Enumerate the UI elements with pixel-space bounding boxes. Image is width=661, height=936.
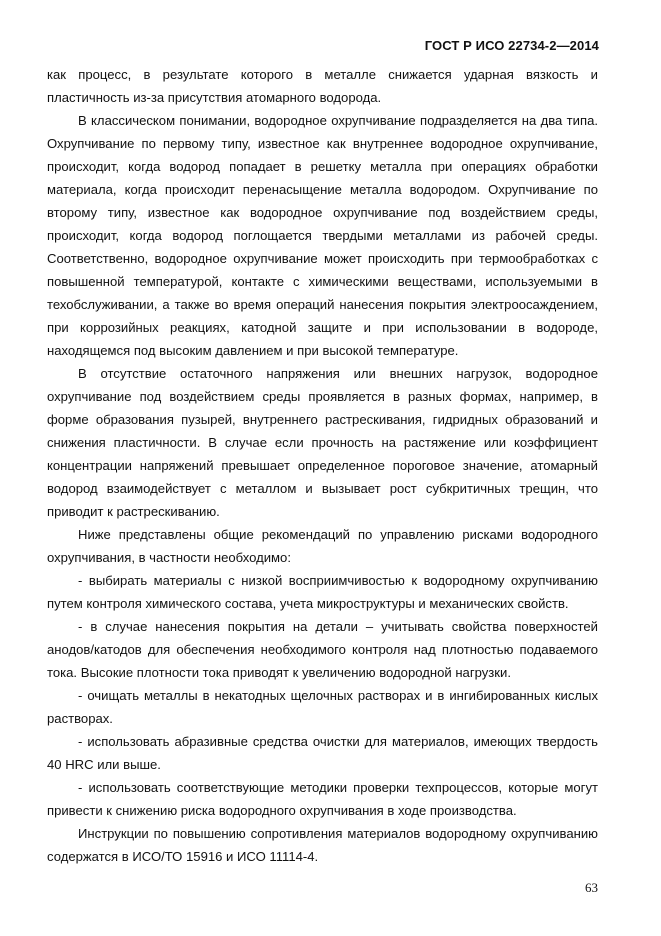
document-header-title: ГОСТ Р ИСО 22734-2—2014 [424, 38, 599, 53]
list-item-abrasive: - использовать абразивные средства очистки для материалов, имеющих твердость 40 HRC или выше. [47, 734, 598, 772]
document-body [47, 63, 598, 868]
list-item-coating: - в случае нанесения покрытия на детали – учитывать свойства поверхностей анодов/катодов для обеспечения необходимого контроля над плотностью подаваемого тока. Высокие плотности тока приводят к увеличению водородной нагрузки. [47, 619, 598, 680]
paragraph-continuation: как процесс, в результате которого в металле снижается ударная вязкость и пластичность из-за присутствия атомарного водорода. [47, 67, 598, 105]
paragraph-instructions: Инструкции по повышению сопротивления материалов водородному охрупчиванию содержатся в ИСО/ТО 15916 и ИСО 11114-4. [47, 826, 598, 864]
paragraph-recommendations-intro: Ниже представлены общие рекомендаций по управлению рисками водородного охрупчивания, в частности необходимо: [47, 527, 598, 565]
paragraph-environmental-embrittlement: В отсутствие остаточного напряжения или внешних нагрузок, водородное охрупчивание под воздействием среды проявляется в разных формах, например, в форме образования пузырей, внутреннего растрескивания, гидридных образований и снижения пластичности. В случае если прочность на растяжение или коэффициент концентрации напряжений превышает определенное пороговое значение, атомарный водород взаимодействует с металлом и вызывает рост субкритичных трещин, что приводит к растрескиванию. [47, 366, 598, 519]
list-item-process-verification: - использовать соответствующие методики проверки техпроцессов, которые могут привести к снижению риска водородного охрупчивания в ходе производства. [47, 780, 598, 818]
page-number: 63 [585, 880, 598, 895]
paragraph-classification: В классическом понимании, водородное охрупчивание подразделяется на два типа. Охрупчивание по первому типу, известное как внутреннее водородное охрупчивание, происходит, когда водород попадает в решетку металла при операциях обработки материала, когда происходит перенасыщение металла водородом. Охрупчивание по второму типу, известное как водородное охрупчивание под воздействием среды, происходит, когда водород поглощается твердыми металлами из рабочей среды. Соответственно, водородное охрупчивание может происходить при термообработках с повышенной температурой, контакте с химическими веществами, используемыми в техобслуживании, а также во время операций нанесения покрытия электроосаждением, при коррозийных реакциях, катодной защите и при использовании в водороде, находящемся под высоким давлением и при высокой температуре. [47, 113, 598, 358]
list-item-cleaning: - очищать металлы в некатодных щелочных растворах и в ингибированных кислых растворах. [47, 688, 598, 726]
list-item-material-selection: - выбирать материалы с низкой восприимчивостью к водородному охрупчиванию путем контроля химического состава, учета микроструктуры и механических свойств. [47, 573, 598, 611]
